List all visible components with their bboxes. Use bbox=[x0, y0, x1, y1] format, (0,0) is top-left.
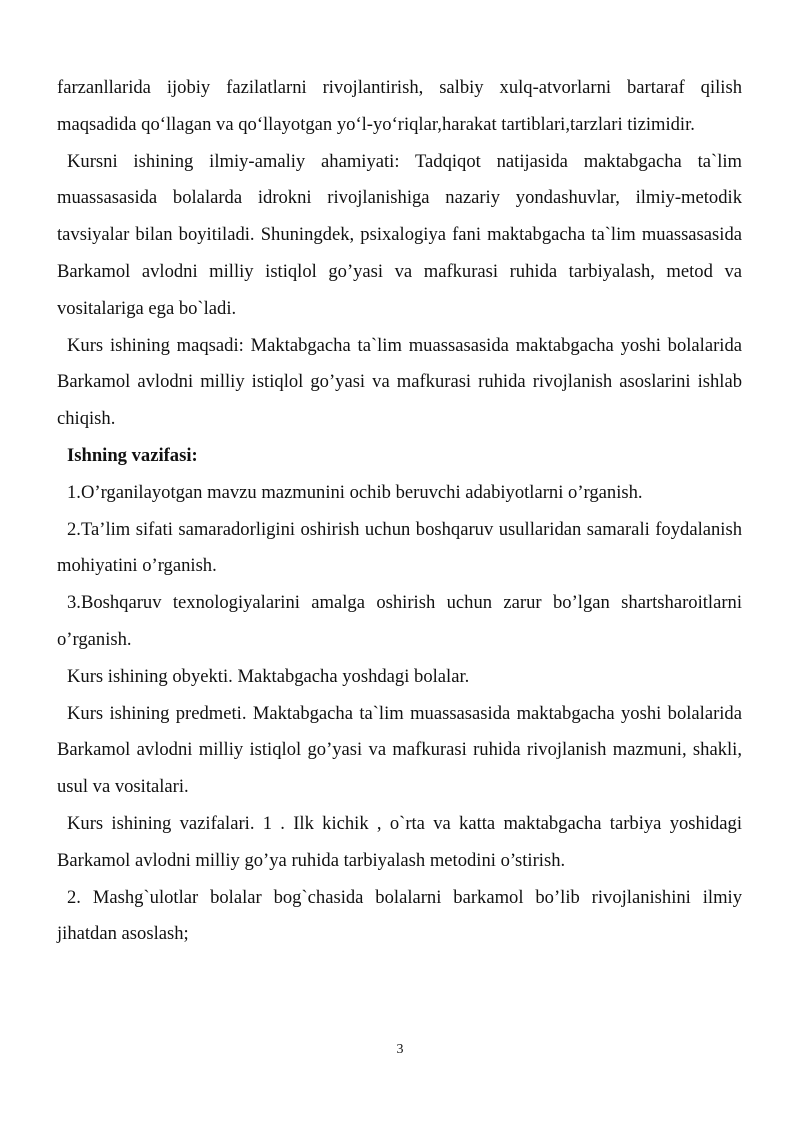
paragraph-object: Kurs ishining obyekti. Maktabgacha yoshdagi bolalar. bbox=[67, 665, 470, 687]
task-item-1: 1.O’rganilayotgan mavzu mazmunini ochib beruvchi adabiyotlarni o’rganish. bbox=[67, 481, 643, 503]
body-text bbox=[57, 70, 742, 953]
paragraph-objective-2: 2. Mashg`ulotlar bolalar bog`chasida bolalarni barkamol bo’lib rivojlanishini ilmiy jihatdan asoslash; bbox=[57, 886, 742, 945]
paragraph-significance: Kursni ishining ilmiy-amaliy ahamiyati: Tadqiqot natijasida maktabgacha ta`lim muassasasida bolalarda idrokni rivojlanishiga nazariy yondashuvlar, ilmiy-metodik tavsiyalar bilan boyitiladi. Shuningdek, psixalogiya fani maktabgacha ta`lim muassasasida Barkamol avlodni milliy istiqlol go’yasi va mafkurasi ruhida tarbiyalash, metod va vositalariga ega bo`ladi. bbox=[57, 150, 742, 319]
paragraph-1: farzanllarida ijobiy fazilatlarni rivojlantirish, salbiy xulq-atvorlarni bartaraf qilish maqsadida qo‘llagan va qo‘llayotgan yo‘l-yo‘riqlar,harakat tartiblari,tarzlari tizimidir. bbox=[57, 77, 742, 135]
tasks-heading: Ishning vazifasi: bbox=[67, 444, 198, 466]
paragraph-goal: Kurs ishining maqsadi: Maktabgacha ta`lim muassasasida maktabgacha yoshi bolalarida Barkamol avlodni milliy istiqlol go’yasi va mafkurasi ruhida rivojlanish asoslarini ishlab chiqish. bbox=[57, 334, 742, 430]
task-item-3: 3.Boshqaruv texnologiyalarini amalga oshirish uchun zarur bo’lgan shartsharoitlarni o’rganish. bbox=[57, 592, 742, 650]
task-item-2: 2.Ta’lim sifati samaradorligini oshirish uchun boshqaruv usullaridan samarali foydalanish mohiyatini o’rganish. bbox=[57, 518, 742, 577]
page-number: 3 bbox=[396, 1042, 404, 1057]
paragraph-subject: Kurs ishining predmeti. Maktabgacha ta`lim muassasasida maktabgacha yoshi bolalarida Barkamol avlodni milliy istiqlol go’yasi va mafkurasi ruhida rivojlanish mazmuni, shakli, usul va vositalari. bbox=[57, 702, 742, 798]
paragraph-objectives: Kurs ishining vazifalari. 1 . Ilk kichik , o`rta va katta maktabgacha tarbiya yoshidagi Barkamol avlodni milliy go’ya ruhida tarbiyalash metodini o’stirish. bbox=[57, 812, 742, 871]
